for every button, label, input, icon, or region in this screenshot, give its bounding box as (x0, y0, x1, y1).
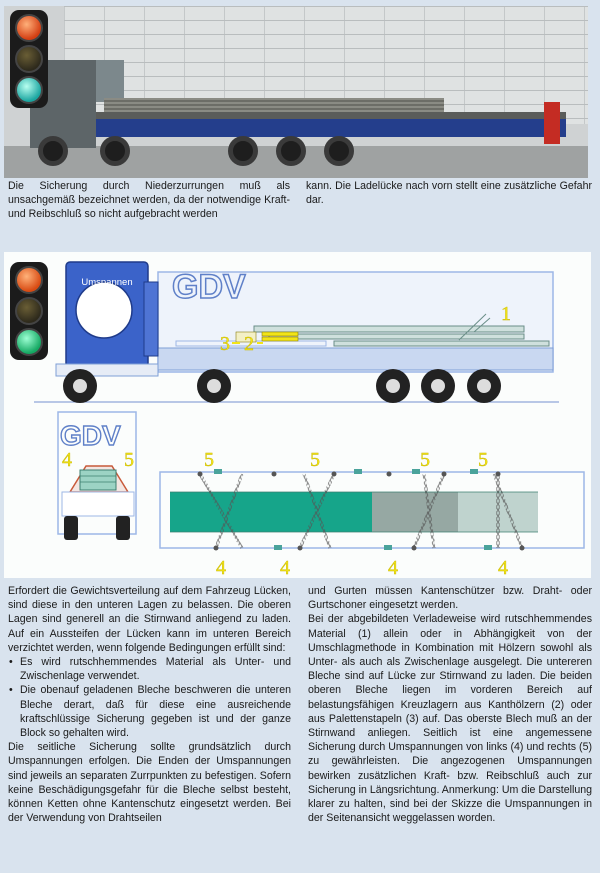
callout-5: 5 (310, 449, 320, 471)
amber-lamp (15, 297, 43, 325)
paragraph: Erfordert die Gewichtsverteilung auf dem Fahrzeug Lücken, sind diese in den unteren Lagen zu belassen. Die oberen Lagen sind generell an die Stirnwand anliegend zu laden. Auf ein Aussteifen der Lücken kann im unteren Bereich verzichtet werden, wenn folgende Bedingungen erfüllt sind: (8, 585, 291, 654)
wheel (38, 136, 68, 166)
wheel (228, 136, 258, 166)
traffic-light-icon (10, 10, 48, 108)
traffic-light-icon (10, 262, 48, 360)
side-view (34, 262, 559, 403)
loading-diagram (4, 252, 591, 578)
rear-guard (544, 102, 560, 144)
timber-bearing (262, 337, 298, 341)
bullet-item: • Die obenauf geladenen Bleche beschweren die unteren Bleche derart, daß für diese eine ausreichende kraftschlüssige Sicherung gegeben ist und der ganze Block so gehalten wird. (8, 683, 291, 740)
paragraph: und Gurten müssen Kantenschützer bzw. Draht- oder Gurtschoner eingesetzt werden. (308, 585, 592, 612)
trailer-side (96, 119, 566, 137)
hook (412, 546, 417, 551)
hook (520, 546, 525, 551)
hook (332, 472, 337, 477)
gdv-logo: GDV (172, 268, 246, 306)
cab-label: Umspannen (81, 277, 133, 288)
gdv-logo-rear: GDV (60, 420, 121, 451)
paragraph: Bei der abgebildeten Verladeweise wird rutschhemmendes Material (1) allein oder in Abhängigkeit von der Umschlagmethode in Kombination mit Hölzern sowohl als Unter- als auch als Zwischenlage ausgelegt. Die untereren Bleche sind auf Lücke zur Stirnwand zu laden. Die beiden oberen Bleche liegen im vorderen Bereich auf belastungsfähigen Kreuzlagern aus Kanthölzern (2) oder aus Palettenstapeln (3) auf. Das oberste Blech muß an der Stirnwand anliegen. Seitlich ist eine angemessene Sicherung durch Umspannungen von links (4) und rechts (5) zu gewährleisten. Die angezogenen Umspannungen bewirken zusätzlichen Kraft- bzw. Reibschluß auch zur Sicherung in Längsrichtung. Anmerkung: Um die Darstellung klarer zu halten, sind bei der Skizze die Umspannungen in der Seitenansicht weggelassen worden. (308, 613, 592, 825)
sheet-middle (269, 334, 524, 339)
sheet-lower (334, 341, 549, 346)
rear-callout-5: 5 (124, 449, 134, 471)
truck-photo (4, 6, 588, 178)
callout-1: 1 (501, 303, 511, 325)
hook (214, 546, 219, 551)
wheel-hub (386, 379, 400, 393)
green-lamp (15, 328, 43, 356)
load-block-middle (372, 492, 458, 532)
tie-down-point (412, 469, 420, 474)
callout-4: 4 (280, 557, 290, 578)
callout-5: 5 (204, 449, 214, 471)
callout-4: 4 (216, 557, 226, 578)
callout-5: 5 (420, 449, 430, 471)
body-right-column (308, 584, 592, 825)
wheel-hub (477, 379, 491, 393)
callout-2: 2 (244, 333, 254, 355)
wheel (100, 136, 130, 166)
bullet-item: • Es wird rutschhemmendes Material als Unter- und Zwischenlage verwendet. (8, 655, 291, 683)
rear-view (58, 412, 136, 540)
tie-down-point (354, 469, 362, 474)
cab-window (76, 282, 132, 338)
rear-callout-4: 4 (62, 449, 72, 471)
load-block-front (170, 492, 372, 532)
red-lamp (15, 14, 43, 42)
trailer-frame (158, 348, 553, 370)
tie-down-point (484, 545, 492, 550)
hook (198, 472, 203, 477)
green-lamp (15, 76, 43, 104)
paragraph: Die seitliche Sicherung sollte grundsätzlich durch Umspannungen erfolgen. Die Enden der Umspannungen sind jeweils an separaten Zurrpunkten zu befestigen. Sofern keine Beschädigungsgefahr für die Bleche selbst besteht, können Ketten ohne Kantenschutz eingesetzt werden. Bei der Verwendung von Drahtseilen (8, 741, 291, 825)
tie-down-point (470, 469, 478, 474)
loaded-sheets (104, 98, 444, 112)
hook (298, 546, 303, 551)
rear-wheel (64, 516, 78, 540)
tie-down-point (274, 545, 282, 550)
tie-down-point (214, 469, 222, 474)
amber-lamp (15, 45, 43, 73)
sheet-upper (254, 326, 524, 332)
rear-frame (62, 492, 134, 516)
callout-3: 3 (220, 333, 230, 355)
wheel (276, 136, 306, 166)
wheel (324, 136, 354, 166)
caption-right: kann. Die Ladelücke nach vorn stellt eine zusätzliche Gefahr dar. (306, 180, 592, 207)
hook (442, 472, 447, 477)
callout-4: 4 (388, 557, 398, 578)
rear-load (80, 470, 116, 490)
hook (496, 472, 501, 477)
hook (387, 472, 392, 477)
tie-down-point (384, 545, 392, 550)
wheel-hub (73, 379, 87, 393)
diagram-panel (4, 252, 591, 578)
hook (272, 472, 277, 477)
wheel-hub (431, 379, 445, 393)
wheel-hub (207, 379, 221, 393)
cab-back (144, 282, 158, 356)
red-lamp (15, 266, 43, 294)
top-view (160, 449, 584, 578)
callout-5: 5 (478, 449, 488, 471)
rear-wheel (116, 516, 130, 540)
timber-bearing (262, 332, 298, 336)
callout-4: 4 (498, 557, 508, 578)
body-left-column (8, 584, 291, 825)
caption-left: Die Sicherung durch Niederzurrungen muß als unsachgemäß bezeichnet werden, da der notwendige Kraft- und Reibschluß so nicht aufgebracht werden (8, 180, 290, 221)
